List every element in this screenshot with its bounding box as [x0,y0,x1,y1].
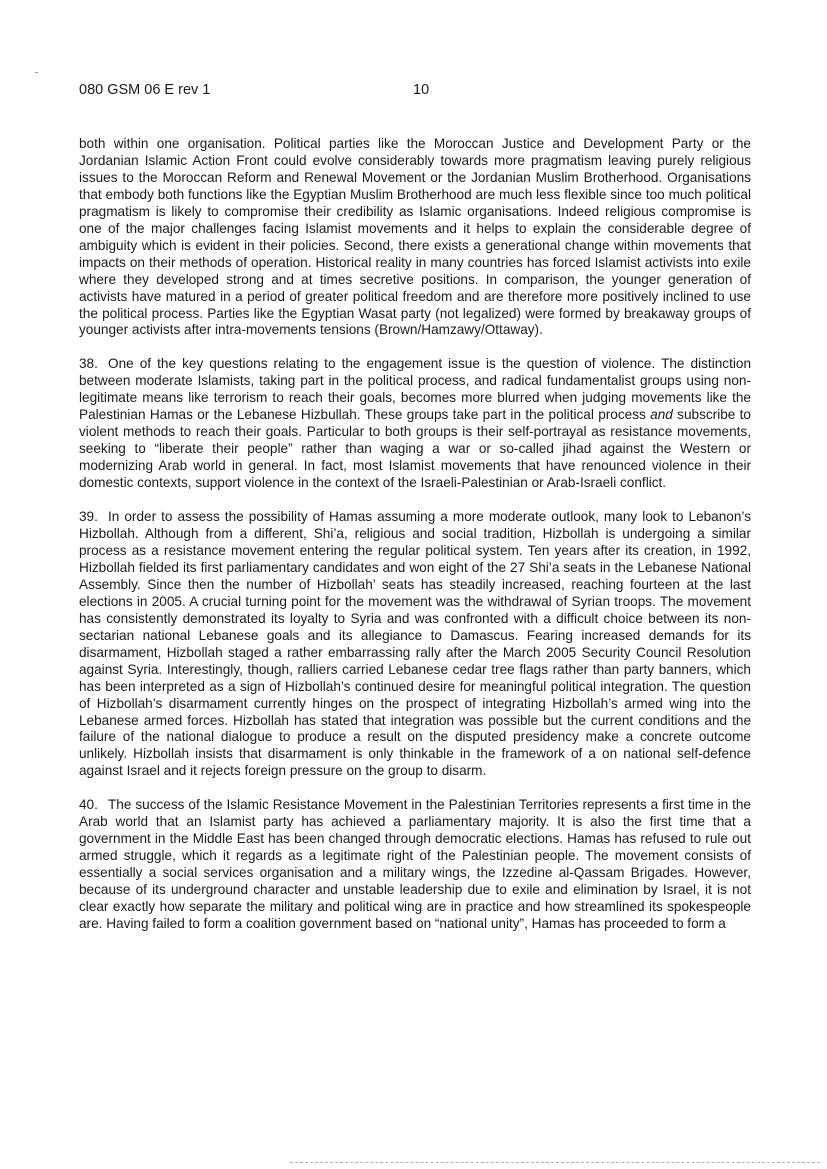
emphasis-text: and [650,407,673,423]
paragraph-number: 40. [79,797,98,813]
paragraph-text: The success of the Islamic Resistance Movement in the Palestinian Territories represents a first time in the Arab world that an Islamist party has achieved a parliamentary majority. It is also the first time that a government in the Middle East has been changed through democratic elections. Hamas has refused to rule out armed struggle, which it regards as a legitimate right of the Palestinian people. The movement consists of essentially a social services organisation and a military wings, the Izzedine al-Qassam Brigades. However, because of its underground character and unstable leadership due to exile and elimination by Israel, it is not clear exactly how separate the military and political wing are in practice and how streamlined its spokespeople are. Having failed to form a coalition government based on “national unity”, Hamas has proceeded to form a [79,797,751,931]
paragraph-number: 39. [79,509,98,525]
paragraph-number: 38. [79,356,98,372]
scan-mark [35,72,38,73]
document-body [79,136,751,950]
paragraph-38 [79,356,751,492]
paragraph-text: One of the key questions relating to the engagement issue is the question of violence. The distinction between moderate Islamists, taking part in the political process, and radical fundamentalist groups using non-legitimate means like terrorism to reach their goals, becomes more blurred when judging movements like the Palestinian Hamas or the Lebanese Hizbullah. These groups take part in the political process [79,356,751,423]
paragraph-text: both within one organisation. Political parties like the Moroccan Justice and Development Party or the Jordanian Islamic Action Front could evolve considerably towards more pragmatism leaving purely religious issues to the Moroccan Reform and Renewal Movement or the Jordanian Muslim Brotherhood. Organisations that embody both functions like the Egyptian Muslim Brotherhood are much less flexible since too much political pragmatism is likely to compromise their credibility as Islamic organisations. Indeed religious compromise is one of the major challenges facing Islamist movements and it helps to explain the considerable degree of ambiguity which is evident in their policies. Second, there exists a generational change within movements that impacts on their methods of operation. Historical reality in many countries has forced Islamist activists into exile where they developed strong and at times secretive positions. In comparison, the younger generation of activists have matured in a period of greater political freedom and are therefore more positively inclined to use the political process. Parties like the Egyptian Wasat party (not legalized) were formed by breakaway groups of younger activists after intra-movements tensions (Brown/Hamzawy/Ottaway). [79,136,751,338]
page-header [79,80,749,102]
paragraph-continuation [79,136,751,339]
paragraph-text: In order to assess the possibility of Hamas assuming a more moderate outlook, many look to Lebanon’s Hizbollah. Although from a different, Shi’a, religious and social tradition, Hizbollah is undergoing a similar process as a resistance movement entering the regular political system. Ten years after its creation, in 1992, Hizbollah fielded its first parliamentary candidates and won eight of the 27 Shi’a seats in the Lebanese National Assembly. Since then the number of Hizbollah’ seats has steadily increased, reaching fourteen at the last elections in 2005. A crucial turning point for the movement was the withdrawal of Syrian troops. The movement has consistently demonstrated its loyalty to Syria and was confronted with a difficult choice between its non-sectarian national Lebanese goals and its allegiance to Damascus. Fearing increased demands for its disarmament, Hizbollah staged a rather embarrassing rally after the March 2005 Security Council Resolution against Syria. Interestingly, though, ralliers carried Lebanese cedar tree flags rather than party banners, which has been interpreted as a sign of Hizbollah’s continued desire for meaningful political integration. The question of Hizbollah’s disarmament currently hinges on the prospect of integrating Hizbollah’s armed wing into the Lebanese armed forces. Hizbollah has stated that integration was possible but the current conditions and the failure of the national dialogue to produce a result on the disputed presidency make a concrete outcome unlikely. Hizbollah insists that disarmament is only thinkable in the framework of a on national self-defence against Israel and it rejects foreign pressure on the group to disarm. [79,509,751,779]
document-reference: 080 GSM 06 E rev 1 [79,82,211,98]
paragraph-39 [79,509,751,780]
paragraph-40 [79,797,751,933]
footer-rule [290,1162,820,1163]
page-number: 10 [413,82,430,98]
paragraph-text-continued: subscribe to violent methods to reach their goals. Particular to both groups is their self-portrayal as resistance movements, seeking to “liberate their people” rather than waging a war or so-called jihad against the Western or modernizing Arab world in general. In fact, most Islamist movements that have renounced violence in their domestic contexts, support violence in the context of the Israeli-Palestinian or Arab-Israeli conflict. [79,407,751,491]
